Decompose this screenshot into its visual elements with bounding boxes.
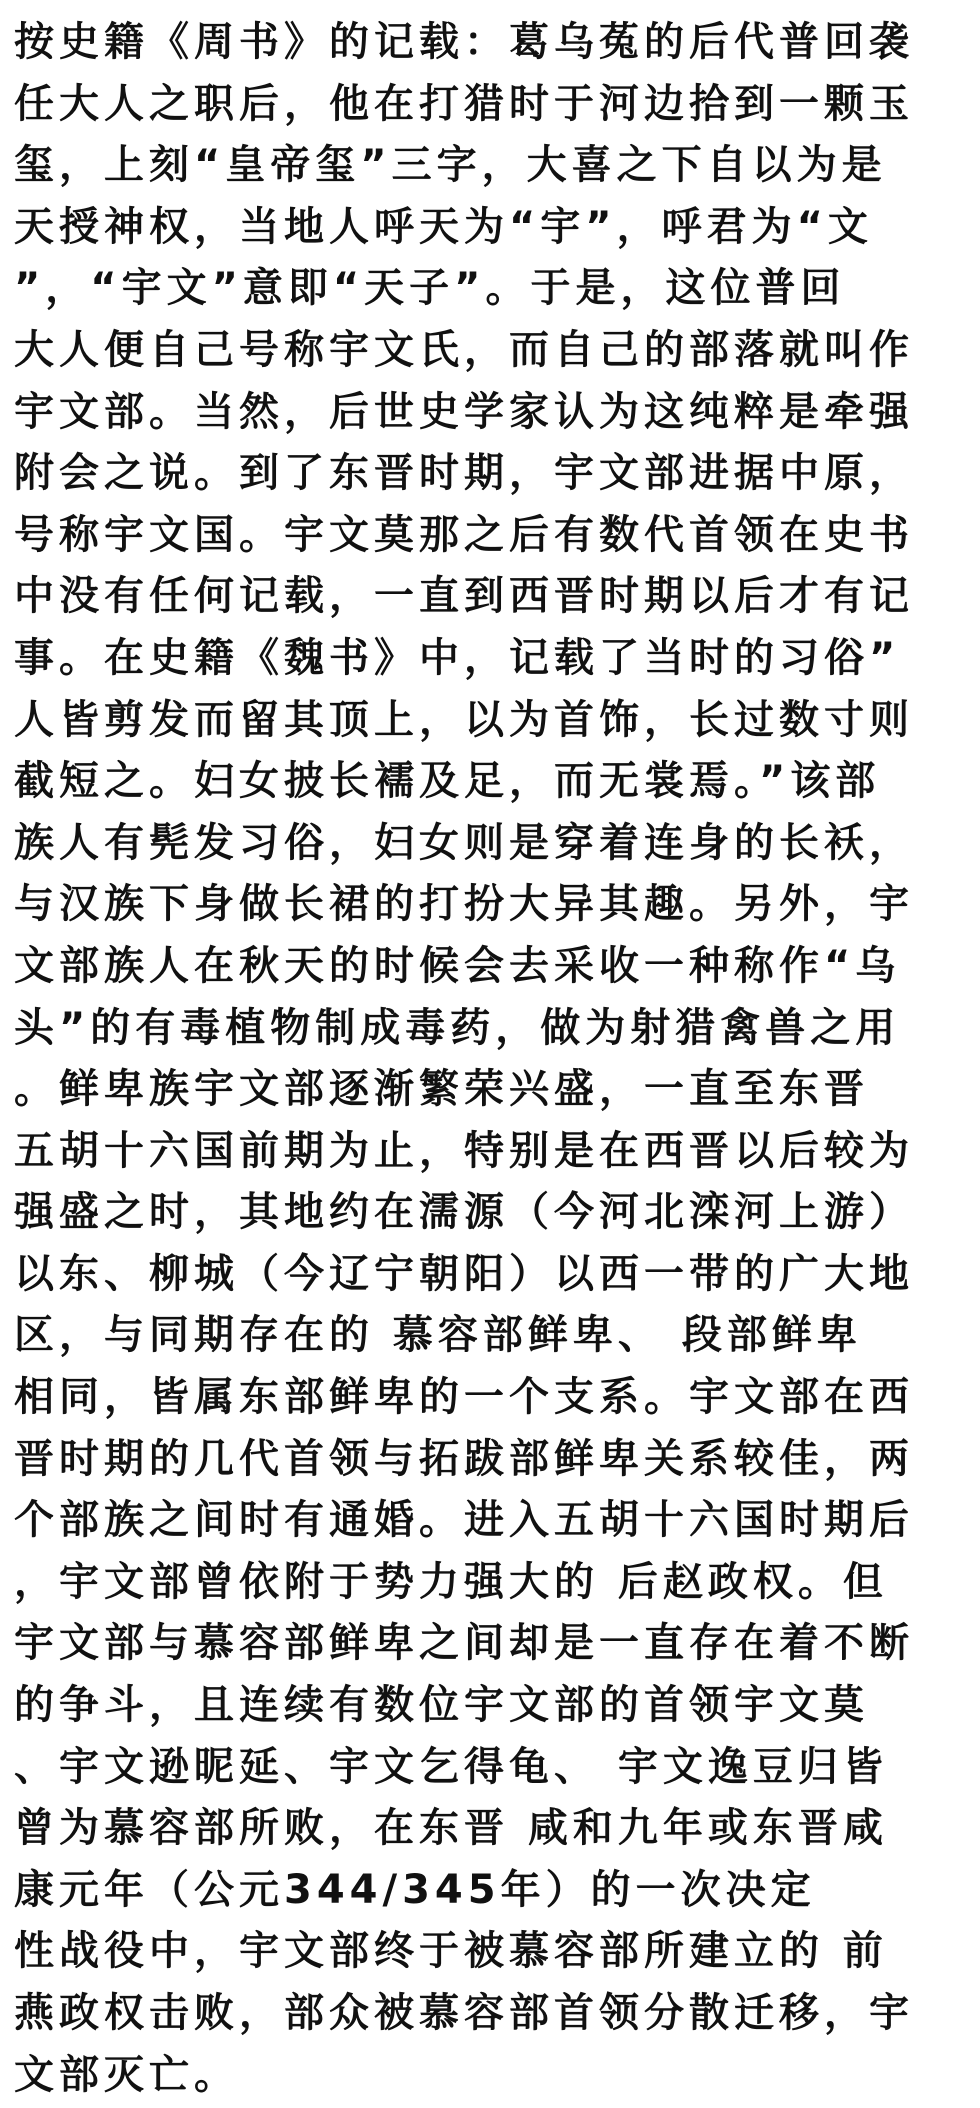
text-line: 以东、柳城（今辽宁朝阳）以西一带的广大地 [14, 1250, 914, 1297]
document-body [14, 12, 964, 2106]
text-line: 天授神权，当地人呼天为“宇”，呼君为“文 [14, 203, 873, 250]
text-line: 个部族之间时有通婚。进入五胡十六国时期后 [14, 1497, 914, 1544]
text-line: 族人有髡发习俗，妇女则是穿着连身的长袄， [14, 819, 914, 866]
text-line: 人皆剪发而留其顶上，以为首饰，长过数寸则 [14, 696, 914, 743]
text-line: 玺，上刻“皇帝玺”三字，大喜之下自以为是 [14, 142, 887, 189]
text-line: 五胡十六国前期为止，特别是在西晋以后较为 [14, 1127, 914, 1174]
text-line: 区，与同期存在的 慕容部鲜卑、 段部鲜卑 [14, 1312, 862, 1359]
text-line: 按史籍《周书》的记载：葛乌菟的后代普回袭 [14, 19, 914, 65]
text-line: 事。在史籍《魏书》中，记载了当时的习俗” [14, 634, 901, 681]
text-line: 燕政权击败，部众被慕容部首领分散迁移，宇 [14, 1990, 914, 2036]
text-line: 、宇文逊昵延、宇文乞得龟、 宇文逸豆归皆 [14, 1743, 888, 1790]
text-line: 晋时期的几代首领与拓跋部鲜卑关系较佳，两 [14, 1435, 914, 1482]
text-line: 文部灭亡。 [14, 2051, 239, 2098]
text-line: 头”的有毒植物制成毒药，做为射猎禽兽之用 [14, 1004, 901, 1051]
text-line: 大人便自己号称宇文氏，而自己的部落就叫作 [14, 326, 914, 373]
text-line: 曾为慕容部所败，在东晋 咸和九年或东晋咸 [14, 1805, 888, 1852]
text-line: 宇文部与慕容部鲜卑之间却是一直存在着不断 [14, 1620, 914, 1667]
text-line: 与汉族下身做长裙的打扮大异其趣。另外，宇 [14, 881, 914, 928]
text-line: 宇文部。当然，后世史学家认为这纯粹是牵强 [14, 388, 914, 435]
text-line: 任大人之职后，他在打猎时于河边拾到一颗玉 [14, 80, 914, 127]
text-line: ，宇文部曾依附于势力强大的 后赵政权。但 [14, 1558, 888, 1605]
text-line: 号称宇文国。宇文莫那之后有数代首领在史书 [14, 511, 914, 558]
text-line: 康元年（公元344/345年）的一次决定 [14, 1866, 816, 1913]
text-line: 截短之。妇女披长襦及足，而无裳焉。”该部 [14, 758, 881, 805]
text-line: 相同，皆属东部鲜卑的一个支系。宇文部在西 [14, 1374, 914, 1421]
text-line: 中没有任何记载，一直到西晋时期以后才有记 [14, 573, 914, 620]
text-line: 的争斗，且连续有数位宇文部的首领宇文莫 [14, 1682, 869, 1729]
text-line: ”，“宇文”意即“天子”。于是，这位普回 [14, 265, 846, 312]
text-line: 强盛之时，其地约在濡源（今河北滦河上游） [14, 1189, 914, 1236]
text-line: 性战役中，宇文部终于被慕容部所建立的 前 [14, 1928, 888, 1975]
text-line: 。鲜卑族宇文部逐渐繁荣兴盛，一直至东晋 [14, 1066, 869, 1113]
text-line: 文部族人在秋天的时候会去采收一种称作“乌 [14, 942, 901, 989]
text-line: 附会之说。到了东晋时期，宇文部进据中原， [14, 450, 914, 497]
